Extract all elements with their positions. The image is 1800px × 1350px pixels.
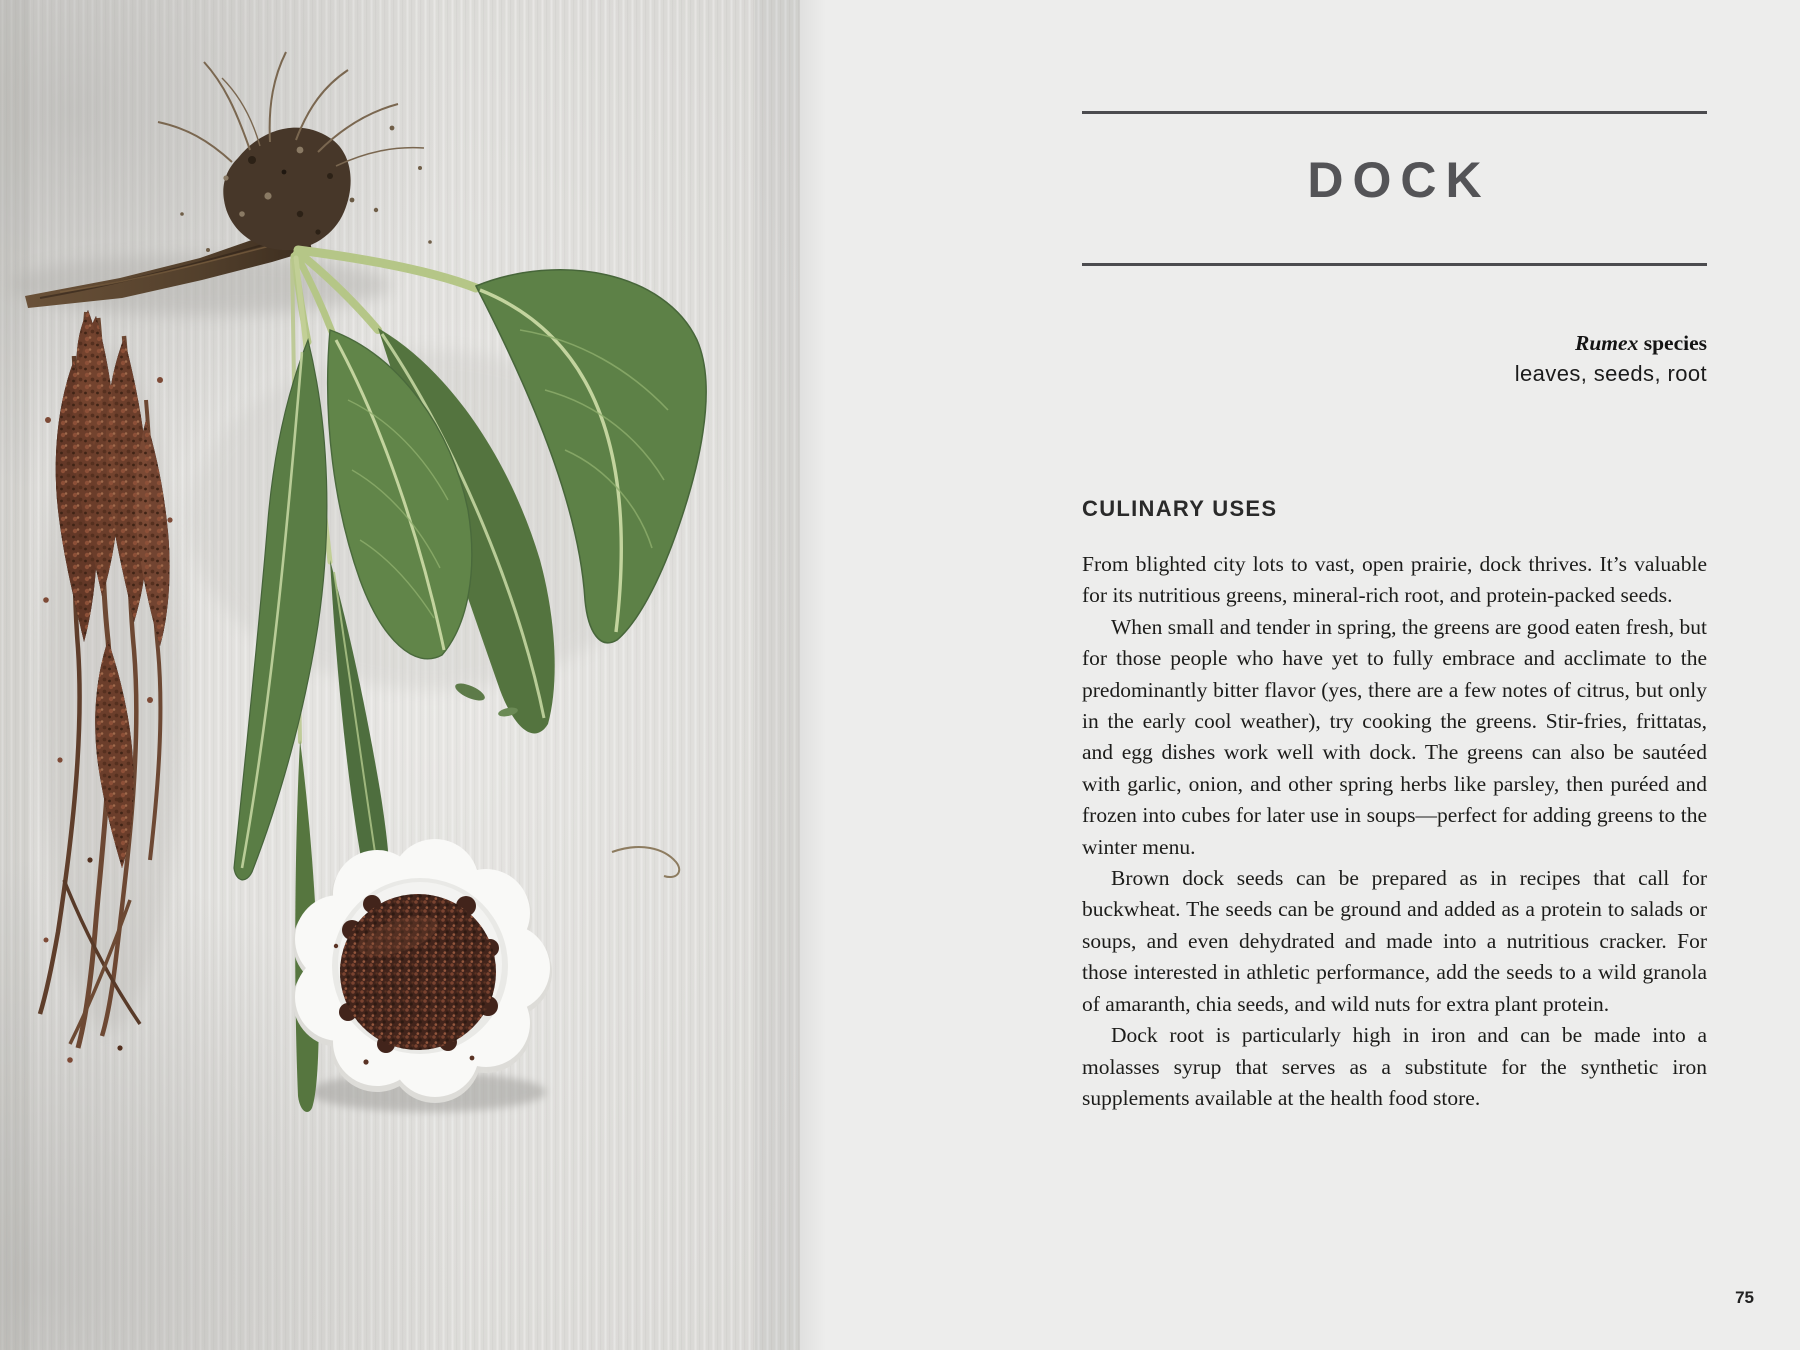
- plant-parts-line: leaves, seeds, root: [1514, 361, 1707, 386]
- species-latin-name: Rumex: [1575, 331, 1639, 355]
- page-number: 75: [1735, 1288, 1754, 1307]
- dock-plant-photo: [0, 0, 800, 1350]
- paragraph-1: From blighted city lots to vast, open prairie, dock thrives. It’s valuable for its nutritious greens, mineral-rich root, and protein-packed seeds.: [1082, 552, 1707, 608]
- section-heading: CULINARY USES: [1082, 496, 1278, 521]
- title-rule-bottom: [1082, 263, 1707, 266]
- text-page: [800, 0, 1800, 1350]
- species-line: [1082, 331, 1707, 355]
- paragraph-4: Dock root is particularly high in iron and can be made into a molasses syrup that serves as a substitute for the synthetic iron supplements available at the health food store.: [1082, 1023, 1707, 1110]
- body-text: [1082, 549, 1707, 1114]
- photo-page: [0, 0, 800, 1350]
- title-rule-top: [1082, 111, 1707, 114]
- text-column: [1082, 0, 1707, 1350]
- paragraph-3: Brown dock seeds can be prepared as in recipes that call for buckwheat. The seeds can be ground and added as a protein to salads or soups, and even dehydrated and made into a nutritious cracker. For those interested in athletic performance, add the seeds to a wild granola of amaranth, chia seeds, and wild nuts for extra plant protein.: [1082, 866, 1707, 1016]
- paragraph-2: When small and tender in spring, the greens are good eaten fresh, but for those people who have yet to fully embrace and acclimate to the predominantly bitter flavor (yes, there are a few notes of citrus, but only in the early cool weather), try cooking the greens. Stir-fries, frittatas, and egg dishes work well with dock. The greens can also be sautéed with garlic, onion, and other spring herbs like parsley, then puréed and frozen into cubes for later use in soups—perfect for adding greens to the winter menu.: [1082, 614, 1707, 859]
- page-title: DOCK: [1307, 152, 1491, 208]
- species-word: species: [1638, 331, 1707, 355]
